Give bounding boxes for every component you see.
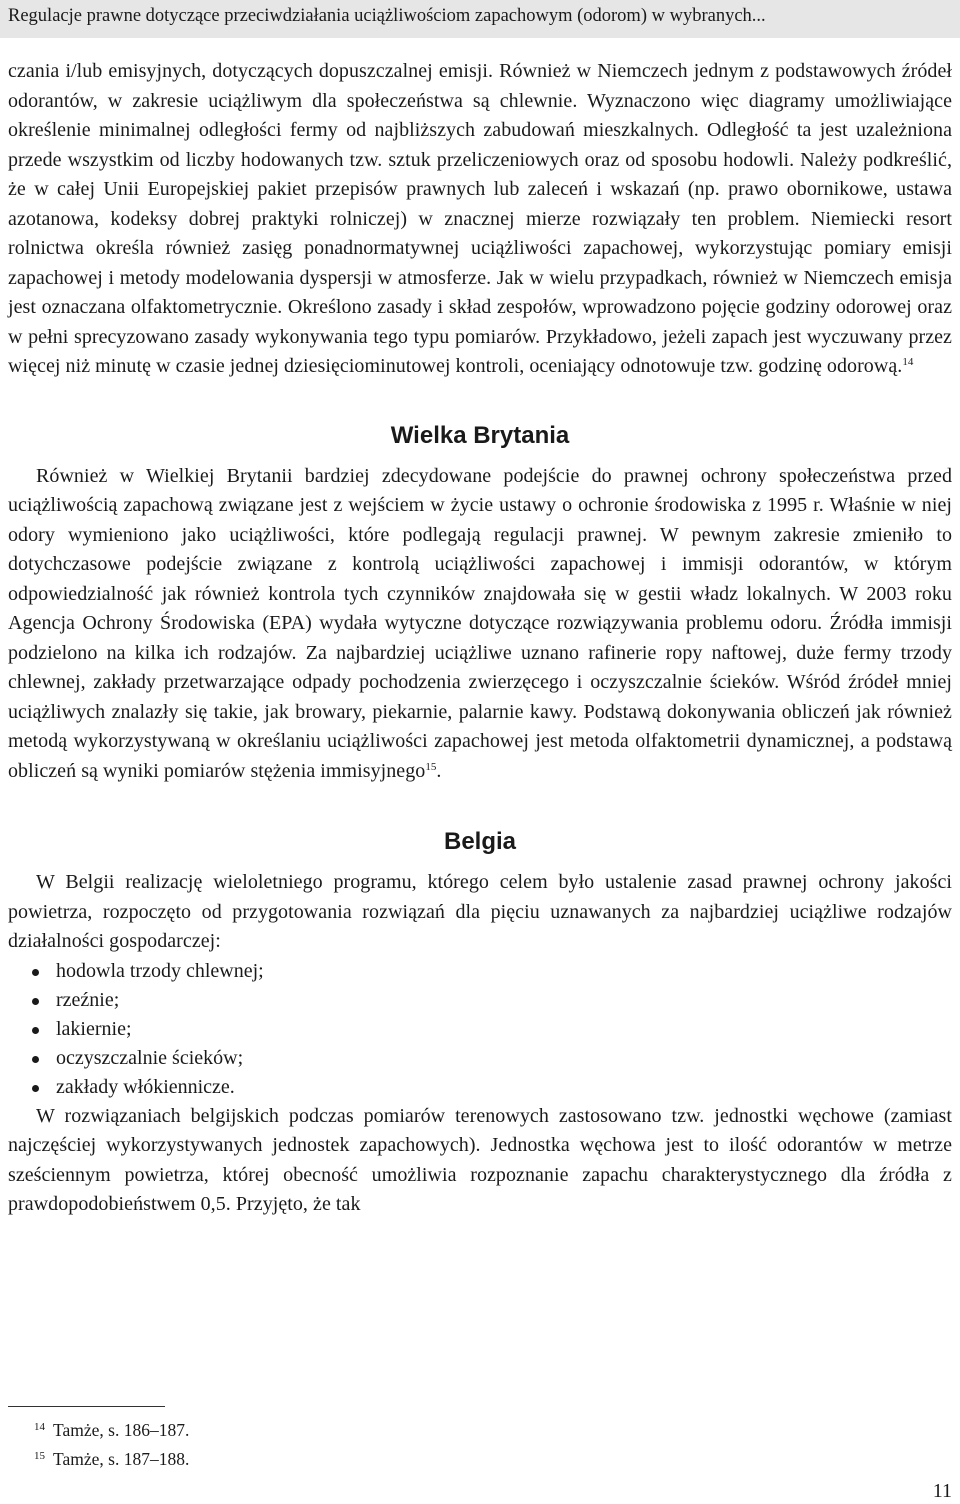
running-head: Regulacje prawne dotyczące przeciwdziałania uciążliwościom zapachowym (odorom) w wybranych... <box>0 0 960 38</box>
paragraph-uk: Również w Wielkiej Brytanii bardziej zdecydowane podejście do prawnej ochrony społeczeństwa przed uciążliwością zapachową związane jest z wejściem w życie ustawy o ochronie środowiska z 1995 r. Właśnie w niej odory wymieniono jako uciążliwości, które podlegają regulacji prawnej. W pewnym zakresie zmieniło to dotychczasowe podejście związane z kontrolą uciążliwości zapachowej i immisji odorantów, w którym odpowiedzialność jak również kontrola tych czynników znajdowała się w gestii władz lokalnych. W 2003 roku Agencja Ochrony Środowiska (EPA) wydała wytyczne dotyczące rozwiązywania problemu odoru. Źródła immisji podzielono na kilka ich rodzajów. Za najbardziej uciążliwe uznano rafinerie ropy naftowej, duże fermy trzody chlewnej, zakłady przetwarzające odpady pochodzenia zwierzęcego i oczyszczalnie ścieków. Wśród źródeł mniej uciążliwych znalazły się takie, jak browary, piekarnie, palarnie kawy. Podstawą dokonywania obliczeń jak również metodą wykorzystywaną w określaniu uciążliwości zapachowej jest metoda olfaktometrii dynamicznej, a podstawą obliczeń są wyniki pomiarów stężenia immisyjnego$^{15}$. <box>8 464 952 782</box>
list-item: rzeźnie; <box>30 986 952 1015</box>
paragraph-belgium-intro: W Belgii realizację wieloletniego programu, którego celem było ustalenie zasad prawnej ochrony jakości powietrza, rozpoczęto od przygotowania rozwiązań dla pięciu uznawanych za najbardziej uciążliwe rodzajów działalności gospodarczej: <box>8 871 952 952</box>
list-item: lakiernie; <box>30 1015 952 1044</box>
page-number: 11 <box>932 1480 952 1502</box>
paragraph-germany: czania i/lub emisyjnych, dotyczących dopuszczalnej emisji. Również w Niemczech jednym z podstawowych źródeł odorantów, w zakresie uciążliwym dla społeczeństwa są chlewnie. Wyznaczono więc diagramy umożliwiające określenie minimalnej odległości fermy od najbliższych zabudowań mieszkalnych. Odległość ta jest uzależniona przede wszystkim od liczby hodowanych tzw. sztuk przeliczeniowych oraz od sposobu hodowli. Należy podkreślić, że w całej Unii Europejskiej pakiet przepisów prawnych lub zaleceń i wskazań (np. prawo obornikowe, ustawa azotanowa, kodeksy dobrej praktyki rolniczej) w znacznej mierze rozwiązały ten problem. Niemiecki resort rolnictwa określa również zasięg ponadnormatywnej uciążliwości zapachowej, wykorzystując pomiary emisji zapachowej i metody modelowania dyspersji w atmosferze. Jak w wielu przypadkach, również w Niemczech emisja jest oznaczana olfaktometrycznie. Określono zasady i skład zespołów, wprowadzono pojęcie godziny odorowej oraz w pełni sprecyzowano zasady wykonywania tego typu pomiarów. Przykładowo, jeżeli zapach jest wyczuwany przez więcej niż minutę w czasie jednej dziesięciominutowej kontroli, oceniający odnotowuje tzw. godzinę odorową.$^{14}$ <box>8 60 952 377</box>
paragraph-belgium-units: W rozwiązaniach belgijskich podczas pomiarów terenowych zastosowano tzw. jednostki węchowe (zamiast najczęściej wykorzystywanych jednostek zapachowych). Jednostka węchowa jest to ilość odorantów w metrze sześciennym powietrza, której obecność umożliwia rozpoznanie zapachu charakterystycznego dla źródła z prawdopodobieństwem 0,5. Przyjęto, że tak <box>8 1104 952 1215</box>
bullet-list <box>8 957 952 1102</box>
section-heading-belgium: Belgia <box>443 828 517 855</box>
footnote-ref-14[interactable]: 14 <box>902 356 914 368</box>
footnote-ref-15[interactable]: 15 <box>425 760 437 773</box>
list-item: hodowla trzody chlewnej; <box>30 957 952 986</box>
footnote-divider <box>8 1406 165 1407</box>
footnote-15: $^{15}$ Tamże, s. 187–188. <box>34 1449 190 1469</box>
page-body <box>8 57 952 1220</box>
section-heading-uk: Wielka Brytania <box>390 421 570 449</box>
list-item: zakłady włókiennicze. <box>30 1073 952 1102</box>
footnote-14: $^{14}$ Tamże, s. 186–187. <box>34 1420 190 1440</box>
footnotes <box>34 1414 189 1472</box>
list-item: oczyszczalnie ścieków; <box>30 1044 952 1073</box>
